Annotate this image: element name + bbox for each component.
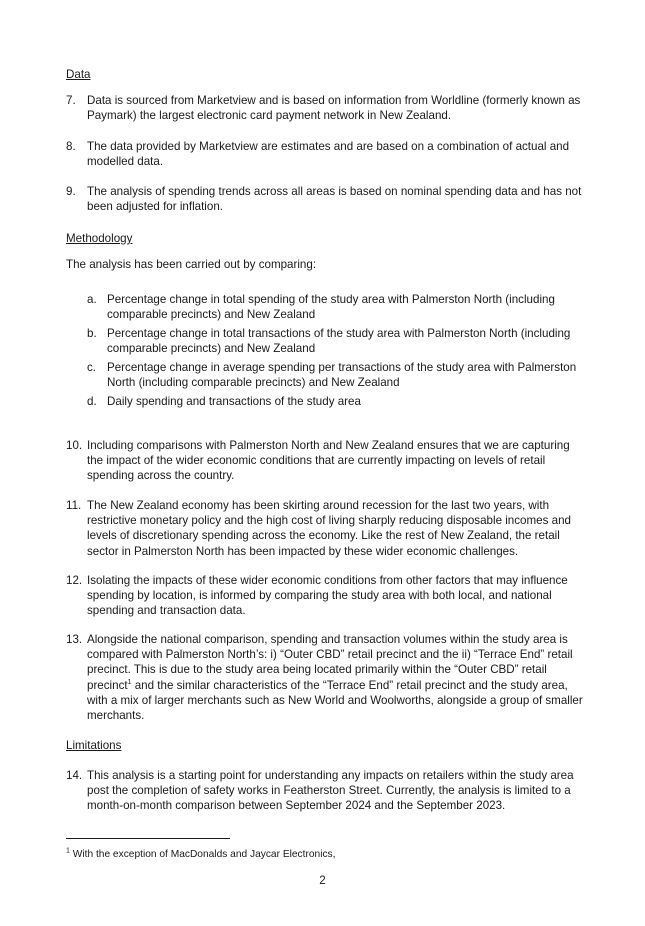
item-text-13 [87,632,587,723]
footnote [66,848,586,861]
item-number-10: 10. [66,439,83,452]
method-letter-a: a. [87,293,97,306]
item-text-13-part-b: and the similar characteristics of the “Terrace End” retail precinct and the study area, with a mix of larger merchants such as New World and Woolworths, alongside a group of smaller merchants. [87,678,583,723]
item-number-7: 7. [66,94,76,107]
method-letter-b: b. [87,327,97,340]
item-text-14: This analysis is a starting point for understanding any impacts on retailers within the study area post the completion of safety works in Featherston Street. Currently, the analysis is limited to a month-on-month comparison between September 2024 and the September 2023. [87,769,574,813]
item-number-11: 11. [66,499,82,512]
item-text-12: Isolating the impacts of these wider economic conditions from other factors that may influence spending by location, is informed by comparing the study area with both local, and national spending and transaction data. [87,574,568,618]
footnote-text: With the exception of MacDonalds and Jaycar Electronics, [69,849,336,860]
method-text-d: Daily spending and transactions of the study area [107,395,361,408]
footnote-marker: 1 [66,847,70,855]
method-letter-c: c. [87,361,97,374]
item-text-13-part-a: Alongside the national comparison, spending and transaction volumes within the study area is compared with Palmerston North’s: i) “Outer CBD” retail precinct and the ii) “Terrace End” retail precinct. This is due to the study area being located primarily within the “Outer CBD” retail precinct [87,633,573,692]
footnote-reference: 1 [127,678,132,686]
page-number: 2 [319,874,326,887]
section-heading-methodology: Methodology [66,232,133,245]
item-text-10: Including comparisons with Palmerston North and New Zealand ensures that we are capturing the impact of the wider economic conditions that are currently impacting on levels of retail spending across the country. [87,439,570,483]
item-number-14: 14. [66,769,83,782]
item-text-11: The New Zealand economy has been skirting around recession for the last two years, with restrictive monetary policy and the high cost of living sharply reducing disposable incomes and levels of discretionary spending across the economy. Like the rest of New Zealand, the retail sector in Palmerston North has been impacted by these wider economic challenges. [87,499,571,558]
section-heading-limitations: Limitations [66,739,122,752]
section-heading-data: Data [66,68,91,81]
item-text-7: Data is sourced from Marketview and is based on information from Worldline (formerly known as Paymark) the largest electronic card payment network in New Zealand. [87,94,581,123]
method-text-a: Percentage change in total spending of the study area with Palmerston North (including comparable precincts) and New Zealand [107,293,555,322]
item-number-9: 9. [66,185,76,198]
item-text-8: The data provided by Marketview are estimates and are based on a combination of actual and modelled data. [87,140,570,169]
item-number-8: 8. [66,140,76,153]
method-text-c: Percentage change in average spending per transactions of the study area with Palmerston North (including comparable precincts) and New Zealand [107,361,577,390]
method-letter-d: d. [87,395,97,408]
footnote-divider [66,838,230,839]
methodology-intro: The analysis has been carried out by comparing: [66,258,317,271]
item-text-9: The analysis of spending trends across all areas is based on nominal spending data and has not been adjusted for inflation. [87,185,582,214]
method-text-b: Percentage change in total transactions of the study area with Palmerston North (including comparable precincts) and New Zealand [107,327,571,356]
item-number-12: 12. [66,574,83,587]
item-number-13: 13. [66,633,83,646]
